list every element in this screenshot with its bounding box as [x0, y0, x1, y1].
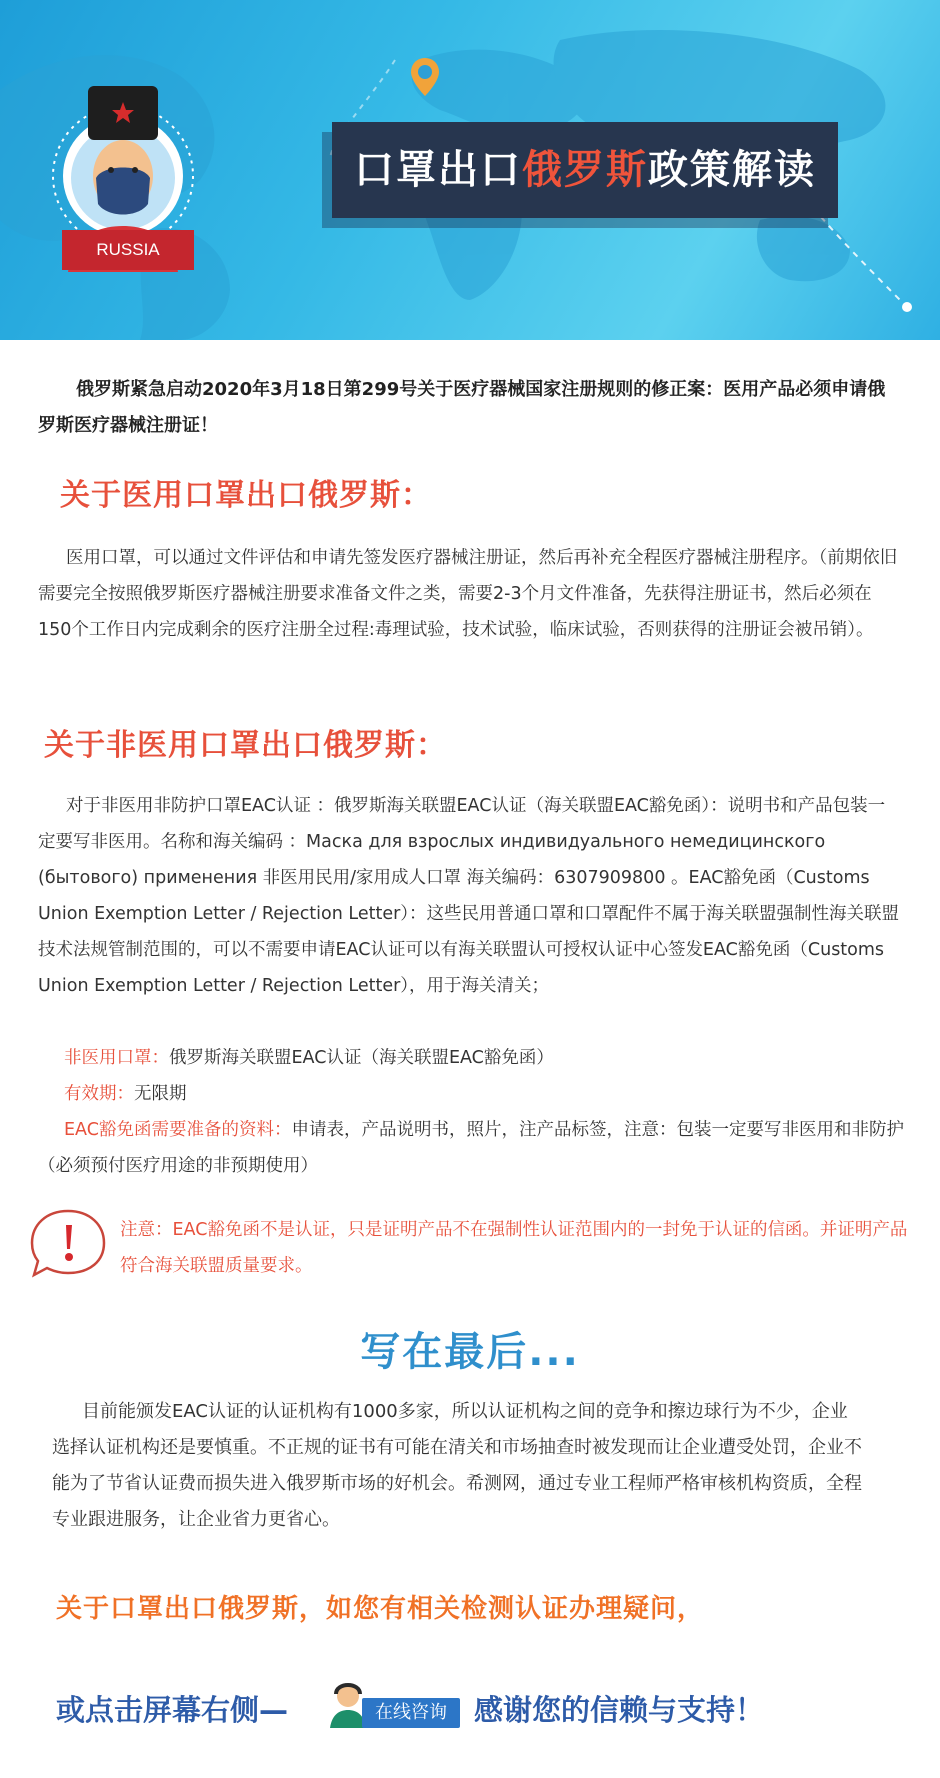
detail-row-documents	[38, 1112, 906, 1184]
title-box	[332, 122, 838, 218]
detail-label: 有效期：	[64, 1084, 134, 1104]
title-part-1: 口罩出口	[354, 147, 522, 193]
banner-title	[332, 122, 838, 218]
detail-value: 俄罗斯海关联盟EAC认证（海关联盟EAC豁免函）	[169, 1048, 554, 1068]
section-heading-nonmedical: 关于非医用口罩出口俄罗斯：	[44, 728, 447, 763]
final-section-title: 写在最后...	[360, 1329, 580, 1375]
online-consult-button[interactable]	[326, 1678, 454, 1738]
note-text: 注意：EAC豁免函不是认证，只是证明产品不在强制性认证范围内的一封免于认证的信函。并证明产品符合海关联盟质量要求。	[120, 1220, 908, 1276]
location-pin-icon	[408, 56, 442, 100]
detail-row-validity	[64, 1076, 904, 1112]
cta-line-2	[56, 1678, 916, 1738]
title-part-3: 政策解读	[648, 147, 816, 193]
intro-paragraph: 俄罗斯紧急启动2020年3月18日第299号关于医疗器械国家注册规则的修正案：医用产品必须申请俄罗斯医疗器械注册证！	[38, 379, 886, 436]
country-tag: RUSSIA	[62, 230, 194, 270]
section-body-medical: 医用口罩，可以通过文件评估和申请先签发医疗器械注册证，然后再补充全程医疗器械注册程序。（前期依旧需要完全按照俄罗斯医疗器械注册要求准备文件之类，需要2-3个月文件准备，先获得注册证书，然后必须在150个工作日内完成剩余的医疗注册全过程:毒理试验，技术试验，临床试验，否则获得的注册证会被吊销）。	[38, 548, 898, 640]
cta-line-1: 关于口罩出口俄罗斯，如您有相关检测认证办理疑问，	[56, 1594, 705, 1624]
header-banner	[0, 0, 940, 340]
section-heading-medical: 关于医用口罩出口俄罗斯：	[60, 478, 432, 513]
exclamation-bubble-icon	[28, 1205, 108, 1281]
cta-line-2-left: 或点击屏幕右侧—	[56, 1693, 289, 1727]
cta-line-2-right: 感谢您的信赖与支持！	[474, 1693, 765, 1727]
consult-button-label[interactable]: 在线咨询	[362, 1698, 460, 1728]
detail-label: EAC豁免函需要准备的资料：	[64, 1120, 292, 1140]
title-part-highlight: 俄罗斯	[522, 147, 648, 193]
detail-value: 申请表，产品说明书，照片，注产品标签，注意：包装一定要写非医用和非防护（必须预付医疗用途的非预期使用）	[38, 1120, 904, 1176]
detail-value: 无限期	[134, 1084, 187, 1104]
section-body-nonmedical: 对于非医用非防护口罩EAC认证 ：俄罗斯海关联盟EAC认证（海关联盟EAC豁免函）：说明书和产品包装一定要写非医用。名称和海关编码 ：Маска для взрослых индивидуального немедицинского (бытового) применения 非医用民用/家用成人口罩 海关编码：6307909800 。EAC豁免函（Customs Union Exemption Letter / Rejection Letter）：这些民用普通口罩和口罩配件不属于海关联盟强制性海关联盟技术法规管制范围的，可以不需要申请EAC认证可以有海关联盟认可授权认证中心签发EAC豁免函（Customs Union Exemption Letter / Rejection Letter），用于海关清关；	[38, 796, 900, 996]
detail-label: 非医用口罩：	[64, 1048, 169, 1068]
final-section-body: 目前能颁发EAC认证的认证机构有1000多家，所以认证机构之间的竞争和擦边球行为不少，企业选择认证机构还是要慎重。不正规的证书有可能在清关和市场抽查时被发现而让企业遭受处罚，企业不能为了节省认证费而损失进入俄罗斯市场的好机会。希测网，通过专业工程师严格审核机构资质，全程专业跟进服务，让企业省力更省心。	[52, 1401, 862, 1530]
detail-row-nonmedical-mask	[64, 1040, 904, 1076]
